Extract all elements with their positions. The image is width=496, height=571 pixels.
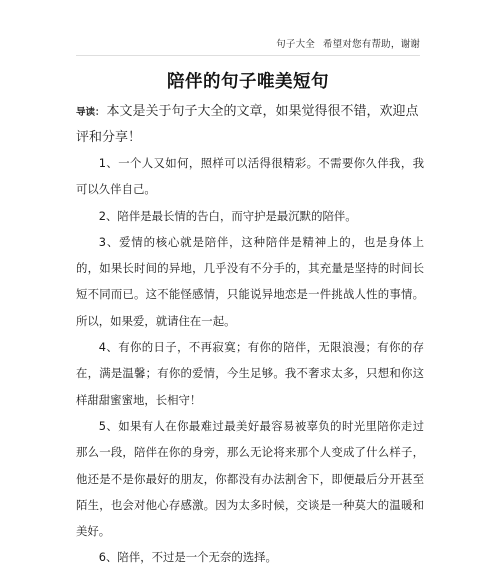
article-intro [76, 99, 424, 150]
paragraph-2: 2、陪伴是最长情的告白，而守护是最沉默的陪伴。 [98, 208, 357, 223]
paragraph-5: 5、如果有人在你最难过最美好最容易被辜负的时光里陪你走过那么一段，陪伴在你的身旁，那么无论将来那个人变成了什么样子，他还是不是你最好的朋友，你都没有办法割舍下，即便最后分开甚至陌生，也会对他心存感激。因为太多时候，交谈是一种莫大的温暖和美好。 [76, 418, 424, 539]
paragraph-6: 6、陪伴，不过是一个无奈的选择。 [98, 550, 277, 565]
header-site-name: 句子大全 [276, 39, 315, 50]
article-title: 陪伴的句子唯美短句 [167, 72, 329, 92]
page-header [276, 36, 420, 50]
header-divider [76, 55, 420, 56]
article-body [76, 150, 424, 571]
paragraph-4: 4、有你的日子，不再寂寞；有你的陪伴，无限浪漫；有你的存在，满是温馨；有你的爱情，今生足够。我不奢求太多，只想和你这样甜甜蜜蜜地，长相守！ [76, 340, 424, 407]
header-thanks-note: 希望对您有帮助，谢谢 [322, 39, 420, 50]
intro-text: 本文是关于句子大全的文章，如果觉得很不错，欢迎点评和分享！ [76, 104, 419, 145]
paragraph-3: 3、爱情的核心就是陪伴，这种陪伴是精神上的，也是身体上的，如果长时间的异地，几乎没有不分手的，其充量是坚持的时间长短不同而已。这不能怪感情，只能说异地恋是一件挑战人性的事情。所以，如果爱，就请住在一起。 [76, 234, 424, 328]
paragraph-1: 1、一个人又如何，照样可以活得很精彩。不需要你久伴我，我可以久伴自己。 [76, 156, 424, 197]
intro-label: 导读： [76, 107, 105, 118]
